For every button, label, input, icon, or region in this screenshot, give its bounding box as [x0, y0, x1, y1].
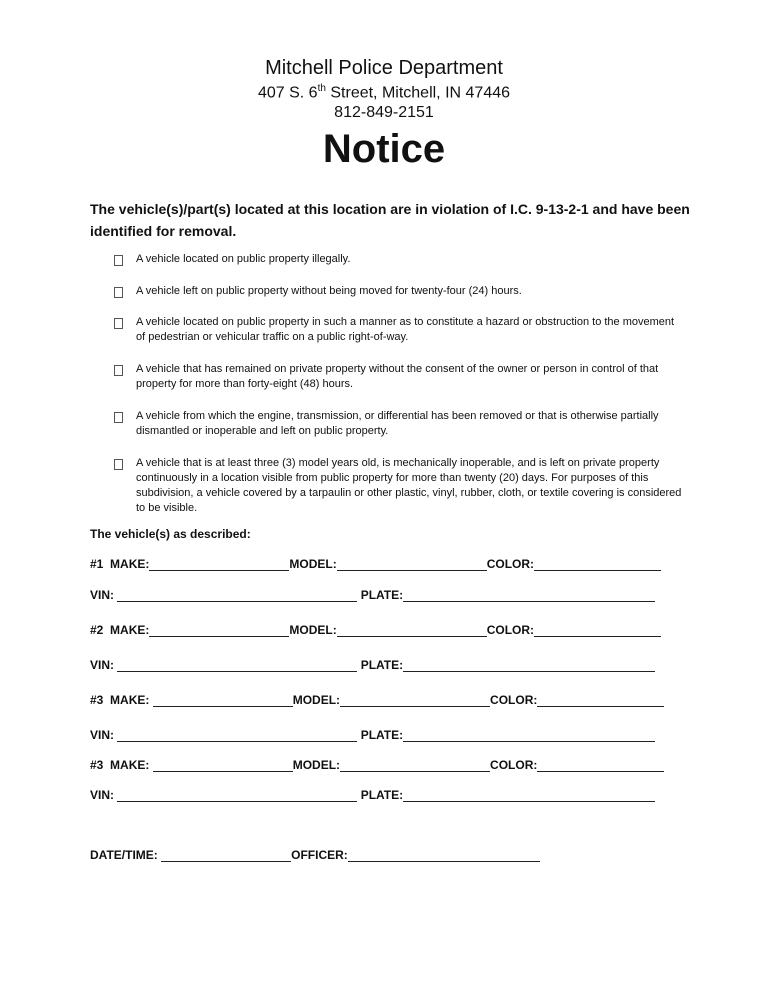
vehicle-number: #3 — [90, 758, 104, 772]
vehicle-number: #1 — [90, 557, 104, 571]
vehicles-described-label: The vehicle(s) as described: — [90, 527, 251, 541]
checkbox[interactable] — [114, 255, 123, 266]
vin-label: VIN: — [90, 588, 114, 602]
checkbox[interactable] — [114, 412, 123, 423]
department-address — [0, 83, 768, 102]
vin-label: VIN: — [90, 788, 114, 802]
vehicle-number: #2 — [90, 623, 104, 637]
vin-label: VIN: — [90, 658, 114, 672]
checklist-item-text: A vehicle left on public property without being moved for twenty-four (24) hours. — [136, 285, 522, 297]
vehicle-row-vin-plate — [90, 788, 655, 802]
vehicle-row-vin-plate — [90, 728, 655, 742]
checklist-item — [114, 409, 684, 439]
checkbox[interactable] — [114, 287, 123, 298]
department-name: Mitchell Police Department — [265, 57, 503, 79]
checklist-item — [114, 362, 684, 392]
plate-field[interactable] — [403, 729, 655, 742]
violation-statement: The vehicle(s)/part(s) located at this location are in violation of I.C. 9-13-2-1 and have been identified for removal. — [90, 201, 690, 239]
plate-label: PLATE: — [360, 658, 404, 672]
model-label: MODEL: — [289, 557, 337, 571]
make-label: MAKE: — [110, 693, 150, 707]
color-field[interactable] — [534, 624, 661, 637]
department-phone: 812-849-2151 — [334, 104, 434, 121]
checklist-item-text: A vehicle that has remained on private property without the consent of the owner or person in control of that property for more than forty-eight (48) hours. — [136, 363, 659, 390]
vin-field[interactable] — [117, 789, 357, 802]
plate-field[interactable] — [403, 659, 655, 672]
color-label: COLOR: — [486, 557, 535, 571]
checkbox[interactable] — [114, 318, 123, 329]
color-field[interactable] — [537, 694, 664, 707]
vehicle-row-make-model-color — [90, 758, 664, 772]
model-label: MODEL: — [292, 693, 341, 707]
make-label: MAKE: — [110, 557, 150, 571]
color-label: COLOR: — [490, 693, 538, 707]
checklist-item-text: A vehicle located on public property illegally. — [136, 253, 351, 265]
model-field[interactable] — [340, 759, 490, 772]
vehicle-number: #3 — [90, 693, 104, 707]
page-title: Notice — [322, 127, 446, 171]
checklist-item-text: A vehicle located on public property in such a manner as to constitute a hazard or obstruction to the movement of pedestrian or vehicular traffic on a public right-of-way. — [136, 316, 675, 343]
officer-field[interactable] — [348, 849, 540, 862]
vehicle-row-vin-plate — [90, 658, 655, 672]
color-label: COLOR: — [486, 623, 535, 637]
model-field[interactable] — [337, 624, 487, 637]
checklist-item — [114, 456, 684, 516]
vehicle-row-make-model-color — [90, 693, 664, 707]
vehicle-row-make-model-color — [90, 623, 661, 637]
vin-field[interactable] — [117, 589, 357, 602]
model-field[interactable] — [337, 558, 487, 571]
checklist-item-text: A vehicle that is at least three (3) model years old, is mechanically inoperable, and is left on private property continuously in a location visible from public property for more than twenty (20) days. For purposes of this subdivision, a vehicle covered by a tarpaulin or other plastic, vinyl, rubber, cloth, or textile covering is considered to be visible. — [136, 457, 682, 514]
make-label: MAKE: — [110, 623, 150, 637]
plate-label: PLATE: — [360, 588, 404, 602]
make-label: MAKE: — [110, 758, 150, 772]
make-field[interactable] — [153, 694, 293, 707]
checklist-item — [114, 284, 684, 299]
checkbox[interactable] — [114, 459, 123, 470]
vehicle-row-make-model-color — [90, 557, 661, 571]
color-field[interactable] — [537, 759, 664, 772]
vehicle-row-vin-plate — [90, 588, 655, 602]
checklist-item — [114, 315, 684, 345]
checkbox[interactable] — [114, 365, 123, 376]
checklist-item-text: A vehicle from which the engine, transmission, or differential has been removed or that is otherwise partially dismantled or inoperable and left on public property. — [136, 410, 659, 437]
color-field[interactable] — [534, 558, 661, 571]
make-field[interactable] — [149, 558, 289, 571]
checklist-item — [114, 252, 684, 267]
date-time-label: DATE/TIME: — [90, 848, 158, 862]
plate-field[interactable] — [403, 789, 655, 802]
model-label: MODEL: — [292, 758, 341, 772]
make-field[interactable] — [149, 624, 289, 637]
model-label: MODEL: — [289, 623, 337, 637]
address-number: 407 S. 6 — [257, 84, 318, 102]
plate-field[interactable] — [403, 589, 655, 602]
plate-label: PLATE: — [360, 728, 404, 742]
plate-label: PLATE: — [360, 788, 404, 802]
make-field[interactable] — [153, 759, 293, 772]
vin-field[interactable] — [117, 659, 357, 672]
address-ordinal-suffix: th — [317, 83, 326, 94]
color-label: COLOR: — [490, 758, 538, 772]
date-time-field[interactable] — [161, 849, 291, 862]
vin-label: VIN: — [90, 728, 114, 742]
model-field[interactable] — [340, 694, 490, 707]
date-officer-row — [90, 848, 540, 862]
officer-label: OFFICER: — [291, 848, 348, 862]
vin-field[interactable] — [117, 729, 357, 742]
address-rest: Street, Mitchell, IN 47446 — [325, 84, 511, 102]
